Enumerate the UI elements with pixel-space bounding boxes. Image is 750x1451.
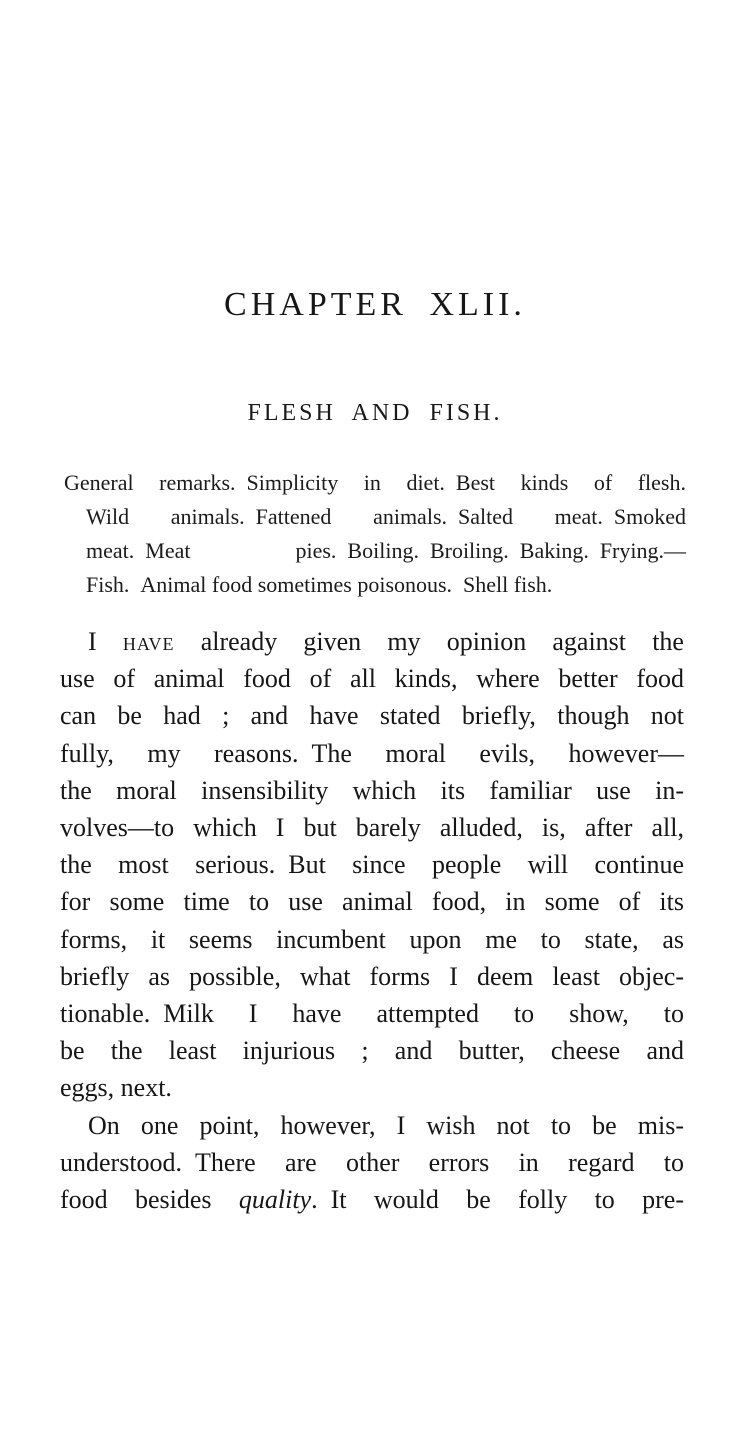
text-segment: meat. Meat pies. Boiling. Broiling. Baking. Frying.—: [86, 538, 686, 563]
synopsis-line: [64, 534, 686, 568]
text-segment: fully, my reasons. The moral evils, however—: [60, 738, 684, 768]
text-line: [60, 1032, 684, 1069]
paragraph-1: [60, 623, 684, 1107]
text-segment: Wild animals. Fattened animals. Salted meat. Smoked: [86, 504, 686, 529]
text-segment: Fish. Animal food sometimes poisonous. Shell fish.: [86, 572, 553, 597]
text-segment: food besides: [60, 1185, 239, 1215]
body-text: [60, 623, 684, 1218]
text-segment: the most serious. But since people will continue: [60, 850, 684, 880]
text-segment: eggs, next.: [60, 1073, 172, 1103]
text-segment: use of animal food of all kinds, where better food: [60, 664, 684, 694]
text-segment: On one point, however, I wish not to be mis-: [88, 1110, 684, 1140]
smallcaps-word: have: [122, 627, 175, 656]
section-title: FLESH AND FISH.: [247, 400, 503, 426]
chapter-synopsis: [64, 466, 686, 602]
text-line: [60, 958, 684, 995]
text-segment: briefly as possible, what forms I deem least objec-: [60, 961, 684, 991]
text-line: [60, 697, 684, 734]
text-line: [60, 772, 684, 809]
text-segment: the moral insensibility which its familiar use in-: [60, 775, 684, 805]
synopsis-line: [64, 466, 686, 500]
text-segment: understood. There are other errors in regard to: [60, 1147, 684, 1177]
text-line: [60, 1107, 684, 1144]
text-line: [60, 735, 684, 772]
synopsis-line: [64, 568, 686, 602]
text-line: [60, 623, 684, 660]
text-segment: General remarks. Simplicity in diet. Best kinds of flesh.: [64, 470, 686, 495]
text-line: [60, 1069, 684, 1106]
text-segment: already given my opinion against the: [174, 627, 684, 656]
text-line: [60, 1181, 684, 1218]
text-segment: can be had ; and have stated briefly, though not: [60, 701, 684, 731]
text-segment: . It would be folly to pre-: [311, 1185, 684, 1215]
text-segment: for some time to use animal food, in some of its: [60, 887, 684, 917]
text-segment: forms, it seems incumbent upon me to state, as: [60, 924, 684, 954]
text-segment: tionable. Milk I have attempted to show, to: [60, 999, 684, 1029]
text-line: [60, 846, 684, 883]
italic-term: quality: [238, 1185, 312, 1215]
text-line: [60, 660, 684, 697]
text-segment: I: [88, 627, 123, 656]
chapter-heading: CHAPTER XLII.: [224, 286, 526, 323]
text-line: [60, 1144, 684, 1181]
text-line: [60, 995, 684, 1032]
text-segment: be the least injurious ; and butter, cheese and: [60, 1036, 684, 1066]
text-line: [60, 809, 684, 846]
synopsis-line: [64, 500, 686, 534]
text-segment: volves—to which I but barely alluded, is, after all,: [60, 813, 684, 843]
text-line: [60, 883, 684, 920]
paragraph-2: [60, 1107, 684, 1219]
text-line: [60, 921, 684, 958]
